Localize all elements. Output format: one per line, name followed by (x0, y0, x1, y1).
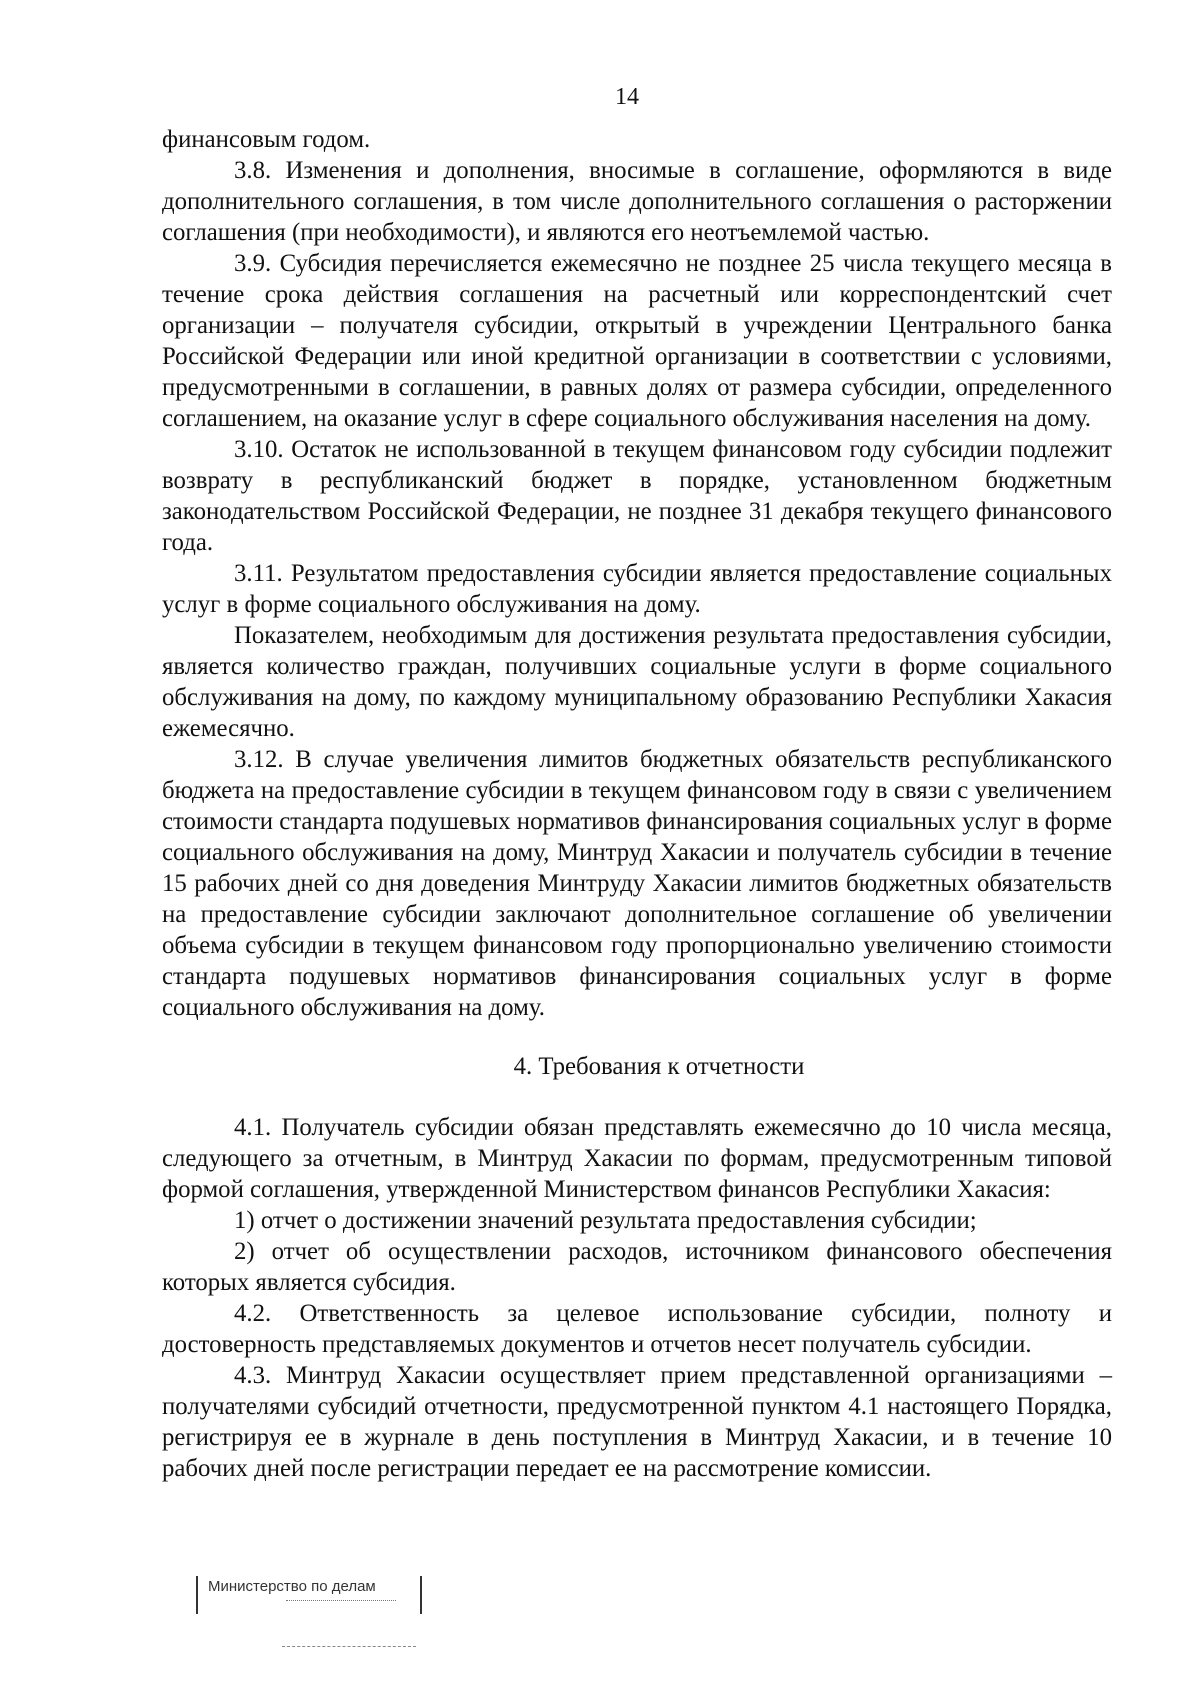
paragraph-4-2: 4.2. Ответственность за целевое использование субсидии, полноту и достоверность представляемых документов и отчетов несет получатель субсидии. (162, 1300, 1112, 1358)
stamp-dashed-line (282, 1646, 416, 1649)
paragraph-3-9: 3.9. Субсидия перечисляется ежемесячно не позднее 25 числа текущего месяца в течение срока действия соглашения на расчетный или корреспондентский счет организации – получателя субсидии, открытый в учреждении Центрального банка Российской Федерации или иной кредитной организации в соответствии с условиями, предусмотренными в соглашении, в равных долях от размера субсидии, определенного соглашением, на оказание услуг в сфере социального обслуживания населения на дому. (162, 250, 1112, 432)
list-item-report-results: 1) отчет о достижении значений результата предоставления субсидии; (234, 1207, 977, 1234)
document-body (162, 124, 1112, 1484)
ministry-stamp (196, 1576, 420, 1616)
paragraph-4-1: 4.1. Получатель субсидии обязан представлять ежемесячно до 10 числа месяца, следующего за отчетным, в Минтруд Хакасии по формам, предусмотренным типовой формой соглашения, утвержденной Министерством финансов Республики Хакасия: (162, 1114, 1112, 1203)
stamp-text: Министерство по делам (208, 1578, 376, 1595)
paragraph-indicator: Показателем, необходимым для достижения результата предоставления субсидии, является количество граждан, получивших социальные услуги в форме социального обслуживания на дому, по каждому муниципальному образованию Республики Хакасия ежемесячно. (162, 622, 1112, 742)
stamp-faded-line (286, 1600, 396, 1605)
list-item-report-expenses: 2) отчет об осуществлении расходов, источником финансового обеспечения которых является субсидия. (162, 1238, 1112, 1296)
section-heading: 4. Требования к отчетности (513, 1053, 805, 1080)
paragraph-4-3: 4.3. Минтруд Хакасии осуществляет прием представленной организациями – получателями субсидий отчетности, предусмотренной пунктом 4.1 настоящего Порядка, регистрируя ее в журнале в день поступления в Минтруд Хакасии, и в течение 10 рабочих дней после регистрации передает ее на рассмотрение комиссии. (162, 1362, 1112, 1482)
paragraph-continuation: финансовым годом. (162, 126, 371, 153)
paragraph-3-12: 3.12. В случае увеличения лимитов бюджетных обязательств республиканского бюджета на предоставление субсидии в текущем финансовом году в связи с увеличением стоимости стандарта подушевых нормативов финансирования социальных услуг в форме социального обслуживания на дому, Минтруд Хакасии и получатель субсидии в течение 15 рабочих дней со дня доведения Минтруду Хакасии лимитов бюджетных обязательств на предоставление субсидии заключают дополнительное соглашение об увеличении объема субсидии в текущем финансовом году пропорционально увеличению стоимости стандарта подушевых нормативов финансирования социальных услуг в форме социального обслуживания на дому. (162, 746, 1112, 1021)
page-number: 14 (615, 84, 639, 110)
paragraph-3-11: 3.11. Результатом предоставления субсидии является предоставление социальных услуг в форме социального обслуживания на дому. (162, 560, 1112, 618)
paragraph-3-10: 3.10. Остаток не использованной в текущем финансовом году субсидии подлежит возврату в республиканский бюджет в порядке, установленном бюджетным законодательством Российской Федерации, не позднее 31 декабря текущего финансового года. (162, 436, 1112, 556)
paragraph-3-8: 3.8. Изменения и дополнения, вносимые в соглашение, оформляются в виде дополнительного соглашения, в том числе дополнительного соглашения о расторжении соглашения (при необходимости), и являются его неотъемлемой частью. (162, 157, 1112, 246)
